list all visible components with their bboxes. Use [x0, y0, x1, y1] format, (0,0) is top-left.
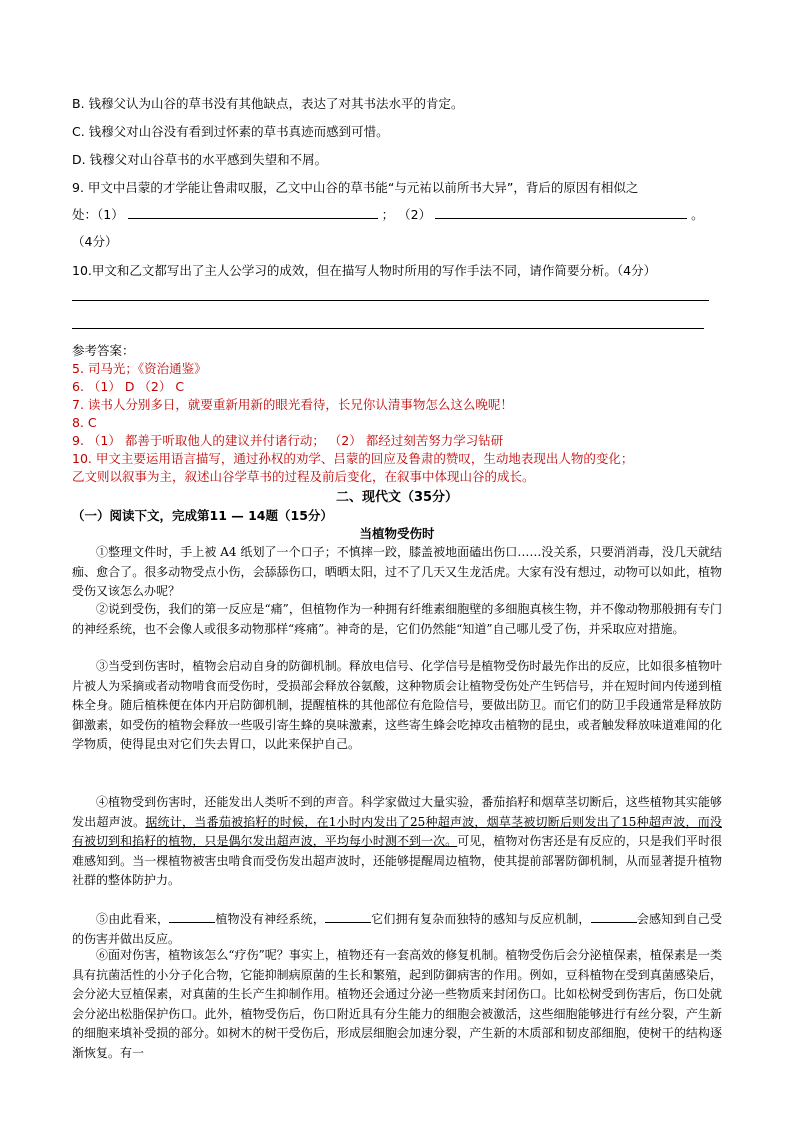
- answer-10: 10. 甲文主要运用语言描写，通过孙权的劝学、吕蒙的回应及鲁肃的赞叹，生动地表现出人物的变化；: [72, 451, 634, 466]
- paragraph-5-b: 植物没有神经系统，: [215, 912, 326, 926]
- answer-5: 5. 司马光；《资治通鉴》: [72, 361, 207, 376]
- q9-blank-2[interactable]: [435, 206, 687, 219]
- section-title: 二、现代文（35分）: [335, 490, 459, 505]
- article-title: 当植物受伤时: [359, 526, 435, 541]
- answer-6: 6. （1） D （2） C: [72, 379, 185, 394]
- answer-line-2[interactable]: [72, 328, 704, 329]
- option-b: B. 钱穆父认为山谷的草书没有其他缺点，表达了对其书法水平的肯定。: [72, 96, 464, 111]
- p5-blank-1[interactable]: [169, 910, 215, 923]
- reading-instruction: （一）阅读下文，完成第11 — 14题（15分）: [72, 508, 333, 523]
- p5-blank-2[interactable]: [325, 910, 371, 923]
- paragraph-4: [72, 793, 722, 891]
- paragraph-5-a: ⑤由此看来，: [96, 912, 170, 926]
- paragraph-1: ①整理文件时，手上被 A4 纸划了一个口子；不慎摔一跤，膝盖被地面磕出伤口……没关系，只要消消毒，没几天就结痂、愈合了。很多动物受点小伤，会舔舔伤口，晒晒太阳，过不了几天又生龙活虎。大家有没有想过，动物可以如此，植物受伤又该怎么办呢？: [72, 545, 722, 598]
- paragraph-3: ③当受到伤害时，植物会启动自身的防御机制。释放电信号、化学信号是植物受伤时最先作出的反应，比如很多植物叶片被人为采摘或者动物啃食而受伤时，受损部会释放谷氨酸，这种物质会让植物受伤处产生钙信号，并在短时间内传递到植株全身。随后植株便在体内开启防御机制，提醒植株的其他部位有危险信号，要做出防卫。而它们的防卫手段通常是释放防御激素，如受伤的植物会释放一些吸引寄生蜂的臭味激素，这些寄生蜂会吃掉攻击植物的昆虫，或者触发释放味道难闻的化学物质，使得昆虫对它们失去胃口，以此来保护自己。: [72, 659, 722, 751]
- q9-prefix: 处：（1）: [72, 207, 124, 222]
- q9-separator: ； （2）: [381, 207, 432, 222]
- answer-10-cont: 乙文则以叙事为主，叙述山谷学草书的过程及前后变化，在叙事中体现山谷的成长。: [72, 469, 535, 484]
- option-c: C. 钱穆父对山谷没有看到过怀素的草书真迹而感到可惜。: [72, 124, 389, 139]
- paragraph-5-d: 会感知到自己受的伤害并做出反应。: [72, 912, 722, 946]
- p5-blank-3[interactable]: [591, 910, 637, 923]
- paragraph-5-c: 它们拥有复杂而独特的感知与反应机制，: [371, 912, 591, 926]
- paragraph-6: ⑥面对伤害，植物该怎么“疗伤”呢？事实上，植物还有一套高效的修复机制。植物受伤后会分泌植保素，植保素是一类具有抗菌活性的小分子化合物，它能抑制病原菌的生长和繁殖，起到防御病害的作用。例如，豆科植物在受到真菌感染后，会分泌大豆植保素，对真菌的生长产生抑制作用。植物还会通过分泌一些物质来封闭伤口。比如松树受到伤害后，伤口处就会分泌出松脂保护伤口。此外，植物受伤后，伤口附近具有分生能力的细胞会被激活，这些细胞能够进行有丝分裂，产生新的细胞来填补受损的部分。如树木的树干受伤后，形成层细胞会加速分裂，产生新的木质部和韧皮部细胞，使树干的结构逐渐恢复。有一: [72, 948, 722, 1060]
- option-d: D. 钱穆父对山谷草书的水平感到失望和不屑。: [72, 152, 328, 167]
- question-10: 10.甲文和乙文都写出了主人公学习的成效，但在描写人物时所用的写作手法不同，请作简要分析。（4分）: [72, 263, 657, 278]
- paragraph-4-conclusion: 可见，植物对伤害还是有反应的，只是我们平时很难感知到。当一棵植物被害虫啃食而受伤发出超声波时，还能够提醒周边植物，使其提前部署防御机制，从而显著提升植物社群的整体防护力。: [72, 834, 722, 887]
- q9-blank-1[interactable]: [128, 206, 378, 219]
- paragraph-2: ②说到受伤，我们的第一反应是“痛”，但植物作为一种拥有纤维素细胞壁的多细胞真核生物，并不像动物那般拥有专门的神经系统，也不会像人或很多动物那样“疼痛”。神奇的是，它们仍然能“知道”自己哪儿受了伤，并采取应对措施。: [72, 602, 722, 636]
- answer-line-1[interactable]: [72, 300, 709, 301]
- answer-8: 8. C: [72, 415, 97, 430]
- question-9-answer-line: [72, 206, 704, 224]
- answer-9: 9. （1） 都善于听取他人的建议并付诸行动； （2） 都经过刻苦努力学习钻研: [72, 433, 504, 448]
- paragraph-4-intro: ④植物受到伤害时，还能发出人类听不到的声音。科学家做过大量实验，番茄掐籽和烟草茎切断后，这些植物其实能够发出超声波。: [72, 795, 722, 829]
- paragraph-4-underlined: 据统计，当番茄被掐籽的时候，在1小时内发出了25种超声波，烟草茎被切断后则发出了15种超声波，而没有被切到和掐籽的植物，只是偶尔发出超声波，平均每小时测不到一次。: [72, 814, 722, 848]
- q9-score: （4分）: [72, 234, 118, 249]
- question-9: 9. 甲文中吕蒙的才学能让鲁肃叹服，乙文中山谷的草书能“与元祐以前所书大异”，背后的原因有相似之: [72, 180, 639, 195]
- paragraph-5: [72, 910, 722, 949]
- answers-heading: 参考答案：: [72, 343, 135, 358]
- answer-7: 7. 读书人分别多日，就要重新用新的眼光看待，长兄你认清事物怎么这么晚呢！: [72, 397, 513, 412]
- q9-end: 。: [691, 207, 704, 222]
